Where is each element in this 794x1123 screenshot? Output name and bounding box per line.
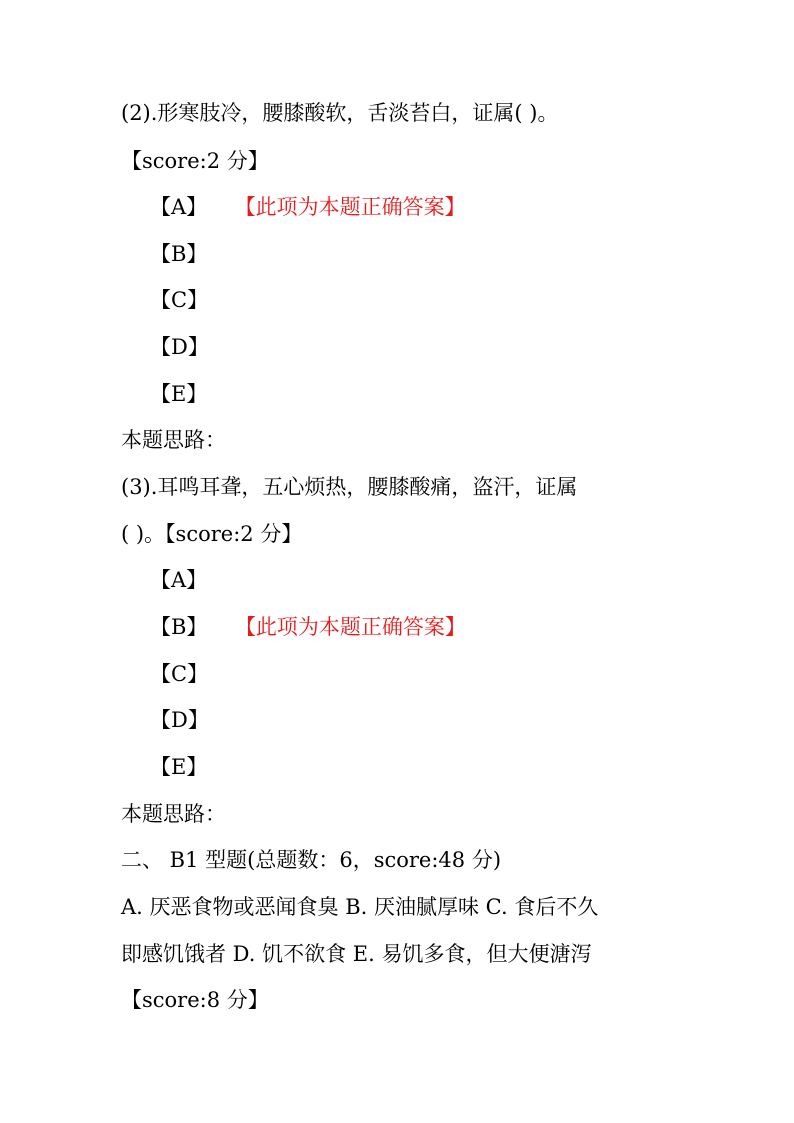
option-label: 【E】	[150, 382, 208, 406]
option-row	[150, 193, 466, 221]
analysis-label: 本题思路：	[121, 428, 226, 452]
question-3-text: (3).耳鸣耳聋，五心烦热，腰膝酸痛，盗汗，证属	[121, 475, 578, 499]
correct-answer-note: 【此项为本题正确答案】	[245, 615, 466, 639]
correct-answer-note: 【此项为本题正确答案】	[245, 195, 466, 219]
section-score: 【score:8 分】	[121, 988, 269, 1012]
question-2-text: (2).形寒肢冷，腰膝酸软，舌淡苔白，证属( )。	[121, 101, 559, 125]
option-label: 【C】	[150, 288, 209, 312]
option-label: 【D】	[150, 708, 209, 732]
option-label: 【A】	[150, 195, 208, 219]
option-label: 【B】	[150, 615, 208, 639]
option-label: 【B】	[150, 242, 208, 266]
question-3-text-continued: ( )。【score:2 分】	[121, 522, 303, 546]
shared-choices-text-continued: 即感饥饿者 D. 饥不欲食 E. 易饥多食，但大便溏泻	[121, 942, 592, 966]
option-label: 【D】	[150, 335, 209, 359]
option-label: 【E】	[150, 755, 208, 779]
option-label: 【A】	[150, 568, 208, 592]
option-label: 【C】	[150, 662, 209, 686]
analysis-label: 本题思路：	[121, 802, 226, 826]
question-2-score: 【score:2 分】	[121, 149, 269, 173]
option-row	[150, 613, 466, 641]
shared-choices-text: A. 厌恶食物或恶闻食臭 B. 厌油腻厚味 C. 食后不久	[121, 895, 599, 919]
section-heading: 二、 B1 型题(总题数：6，score:48 分)	[121, 848, 502, 872]
